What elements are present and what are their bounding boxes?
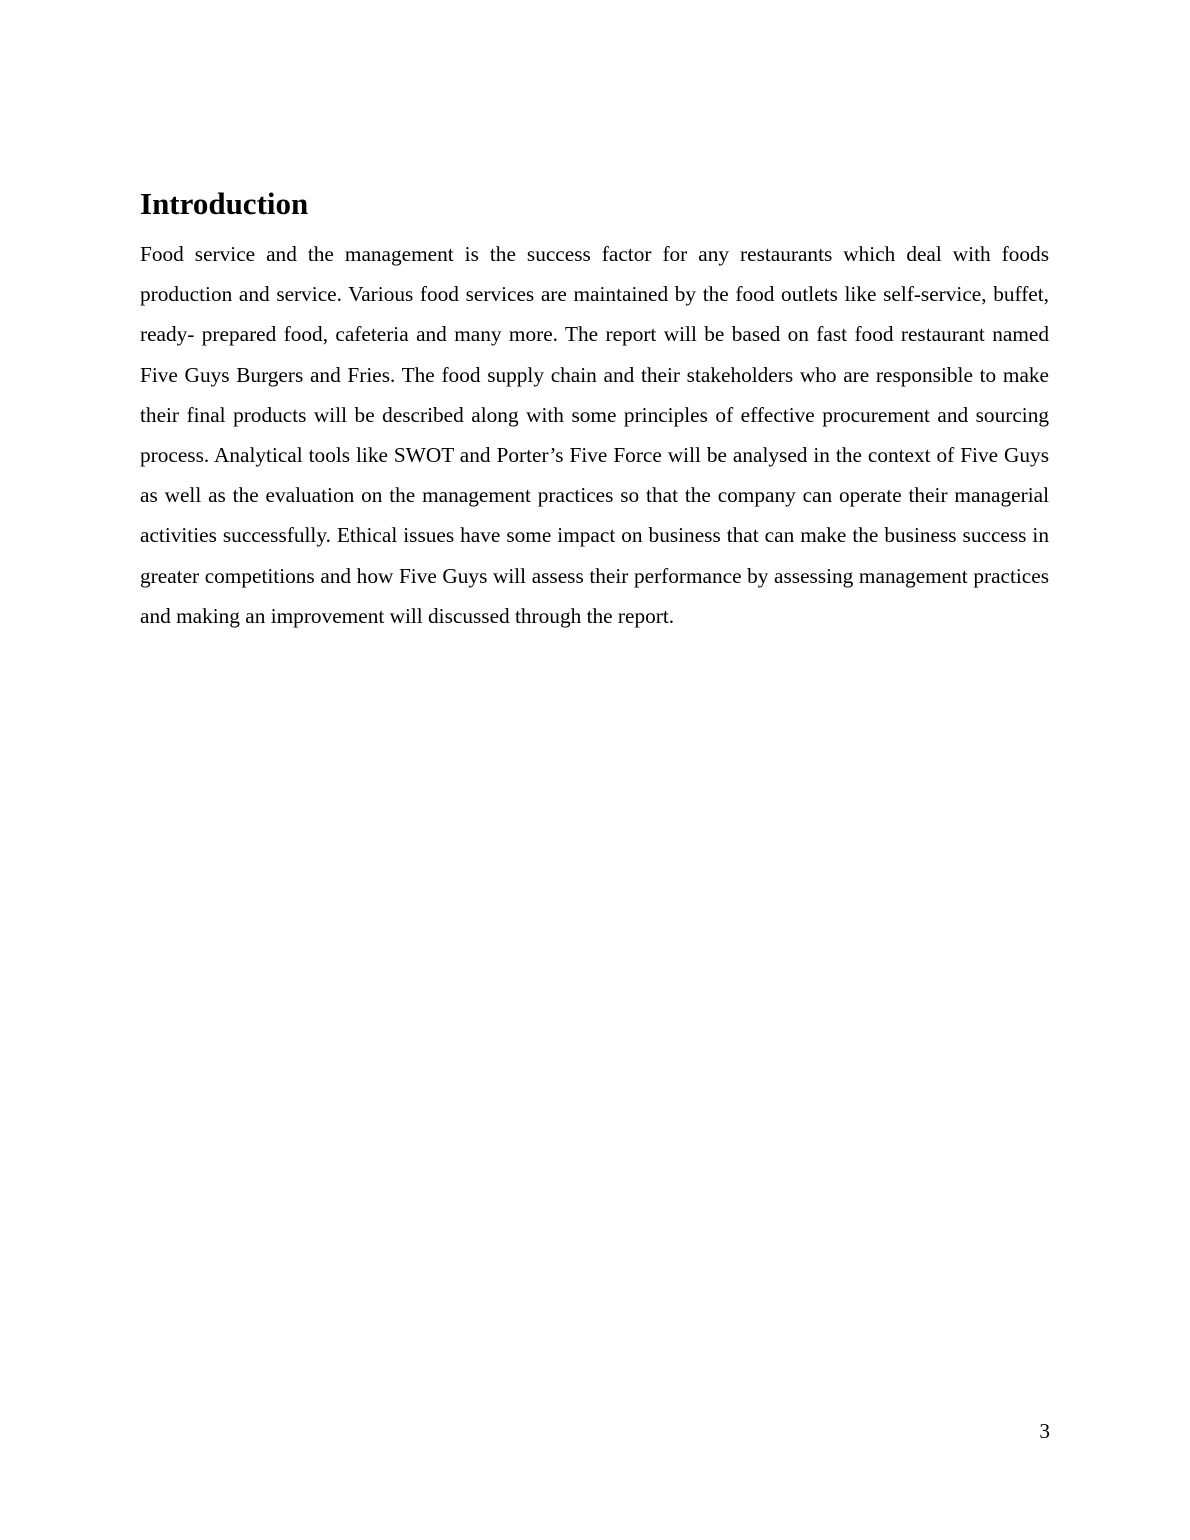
page-number: 3 [1039,1419,1050,1443]
section-heading: Introduction [140,186,309,221]
introduction-paragraph: Food service and the management is the success factor for any restaurants which deal with foods production and service. Various food services are maintained by the food outlets like self-service, buffet, ready- prepared food, cafeteria and many more. The report will be based on fast food restaurant named Five Guys Burgers and Fries. The food supply chain and their stakeholders who are responsible to make their final products will be described along with some principles of effective procurement and sourcing process. Analytical tools like SWOT and Porter’s Five Force will be analysed in the context of Five Guys as well as the evaluation on the management practices so that the company can operate their managerial activities successfully. Ethical issues have some impact on business that can make the business success in greater competitions and how Five Guys will assess their performance by assessing management practices and making an improvement will discussed through the report. [140,242,1049,628]
